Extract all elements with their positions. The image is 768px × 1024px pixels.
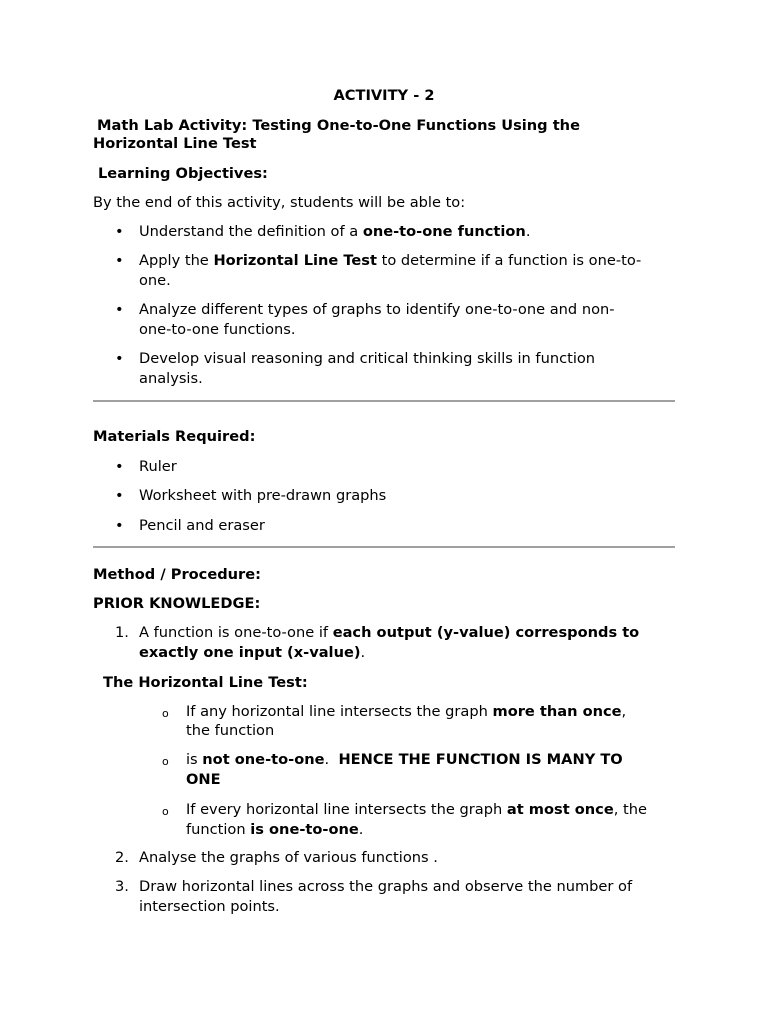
hlt-item-line2 bbox=[186, 820, 363, 840]
material-item: Pencil and eraser bbox=[139, 517, 265, 534]
bullet-icon: • bbox=[115, 487, 124, 504]
objective-item-line2: analysis. bbox=[139, 370, 203, 387]
step-item: Analyse the graphs of various functions . bbox=[139, 849, 438, 866]
hlt-text: . bbox=[324, 751, 339, 768]
bullet-icon: • bbox=[115, 301, 124, 318]
step-item bbox=[139, 623, 639, 643]
hlt-bold-text: more than once bbox=[492, 703, 622, 720]
hlt-text: If every horizontal line intersects the graph bbox=[186, 801, 507, 818]
objective-item bbox=[139, 222, 530, 242]
objective-text: Apply the bbox=[139, 252, 214, 269]
hlt-bold-text: is one-to-one bbox=[250, 821, 359, 838]
objective-text: Understand the definition of a bbox=[139, 223, 363, 240]
activity-title: ACTIVITY - 2 bbox=[333, 87, 435, 104]
bullet-icon: • bbox=[115, 350, 124, 367]
objective-item-line2: one. bbox=[139, 272, 171, 289]
step-item-line2 bbox=[139, 643, 365, 663]
activity-subtitle-line1: Math Lab Activity: Testing One-to-One Functions Using the bbox=[97, 117, 580, 134]
activity-subtitle-line2: Horizontal Line Test bbox=[93, 135, 257, 152]
hlt-bold-text: HENCE THE FUNCTION IS MANY TO bbox=[338, 751, 623, 768]
hlt-item-line2: ONE bbox=[186, 771, 221, 788]
step-number: 2. bbox=[115, 849, 129, 866]
step-number: 3. bbox=[115, 878, 129, 895]
materials-heading: Materials Required: bbox=[93, 428, 256, 445]
hlt-text: , the bbox=[613, 801, 647, 818]
hlt-text: function bbox=[186, 821, 251, 838]
objective-item: Analyze different types of graphs to identify one-to-one and non- bbox=[139, 301, 615, 318]
step-bold-text: each output (y-value) corresponds to bbox=[332, 624, 640, 641]
section-divider bbox=[93, 400, 675, 402]
hlt-bold-text: not one-to-one bbox=[202, 751, 325, 768]
method-heading: Method / Procedure: bbox=[93, 566, 261, 583]
hlt-text: If any horizontal line intersects the graph bbox=[186, 703, 493, 720]
hlt-heading: The Horizontal Line Test: bbox=[103, 674, 308, 691]
step-text: A function is one-to-one if bbox=[139, 624, 333, 641]
circle-bullet-icon: o bbox=[162, 707, 169, 720]
hlt-item-line2: the function bbox=[186, 722, 275, 739]
bullet-icon: • bbox=[115, 223, 124, 240]
prior-knowledge-heading: PRIOR KNOWLEDGE: bbox=[93, 595, 261, 612]
hlt-item bbox=[186, 750, 623, 770]
bullet-icon: • bbox=[115, 517, 124, 534]
material-item: Worksheet with pre-drawn graphs bbox=[139, 487, 387, 504]
hlt-text: . bbox=[358, 821, 364, 838]
step-bold-text: exactly one input (x-value) bbox=[139, 644, 361, 661]
hlt-text: is bbox=[186, 751, 203, 768]
objective-item-line2: one-to-one functions. bbox=[139, 321, 296, 338]
objective-text: . bbox=[525, 223, 531, 240]
hlt-item bbox=[186, 800, 647, 820]
step-item-line2: intersection points. bbox=[139, 898, 280, 915]
objective-item: Develop visual reasoning and critical thinking skills in function bbox=[139, 350, 596, 367]
circle-bullet-icon: o bbox=[162, 805, 169, 818]
step-item: Draw horizontal lines across the graphs and observe the number of bbox=[139, 878, 633, 895]
hlt-bold-text: at most once bbox=[506, 801, 614, 818]
objective-text: to determine if a function is one-to- bbox=[376, 252, 642, 269]
objectives-intro: By the end of this activity, students will be able to: bbox=[93, 194, 466, 211]
circle-bullet-icon: o bbox=[162, 755, 169, 768]
bullet-icon: • bbox=[115, 458, 124, 475]
section-divider bbox=[93, 546, 675, 548]
hlt-text: , bbox=[621, 703, 627, 720]
bullet-icon: • bbox=[115, 252, 124, 269]
objective-bold-text: one-to-one function bbox=[362, 223, 526, 240]
step-text: . bbox=[360, 644, 366, 661]
material-item: Ruler bbox=[139, 458, 177, 475]
objectives-heading: Learning Objectives: bbox=[98, 165, 268, 182]
objective-item bbox=[139, 251, 641, 271]
hlt-item bbox=[186, 702, 626, 722]
step-number: 1. bbox=[115, 624, 129, 641]
objective-bold-text: Horizontal Line Test bbox=[213, 252, 377, 269]
